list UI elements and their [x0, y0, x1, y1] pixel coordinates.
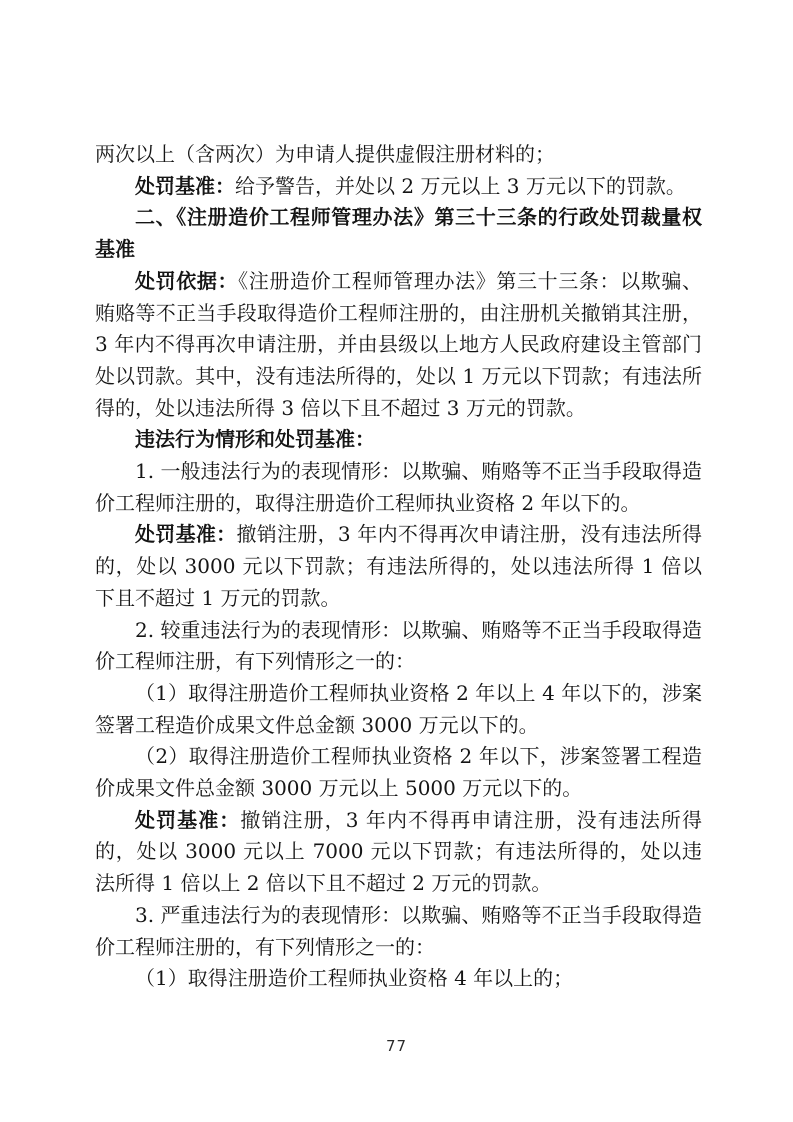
paragraph-item-3 [95, 900, 702, 963]
paragraph-subitem-1b [95, 963, 702, 995]
paragraph-penalty-standard [95, 519, 702, 614]
paragraph-item-2 [95, 615, 702, 678]
paragraph-text: 给予警告，并处以 2 万元以上 3 万元以下的罚款。 [235, 173, 686, 198]
paragraph-subitem-2 [95, 741, 702, 804]
paragraph-continuation [95, 139, 702, 171]
paragraph-label: 处罚基准： [135, 807, 241, 832]
paragraph-penalty-standard [95, 171, 702, 203]
paragraph-text: 1. 一般违法行为的表现情形：以欺骗、贿赂等不正当手段取得造价工程师注册的，取得注册造价工程师执业资格 2 年以下的。 [95, 459, 702, 515]
paragraph-text: 3. 严重违法行为的表现情形：以欺骗、贿赂等不正当手段取得造价工程师注册的，有下列情形之一的： [95, 902, 702, 959]
paragraph-label: 处罚基准： [135, 173, 235, 198]
paragraph-text: 撤销注册，3 年内不得再申请注册，没有违法所得的，处以 3000 元以上 7000 元以下罚款；有违法所得的，处以违法所得 1 倍以上 2 倍以下且不超过 2 万元的罚款。 [95, 807, 702, 896]
heading-text: 违法行为情形和处罚基准： [135, 427, 375, 452]
paragraph-penalty-standard [95, 805, 702, 900]
paragraph-text: 两次以上（含两次）为申请人提供虚假注册材料的； [95, 142, 555, 166]
section-heading [95, 202, 702, 265]
paragraph-text: 撤销注册，3 年内不得再次申请注册，没有违法所得的，处以 3000 元以下罚款；有违法所得的，处以违法所得 1 倍以下且不超过 1 万元的罚款。 [95, 522, 702, 610]
page-number: 77 [385, 1037, 408, 1055]
paragraph-subitem-1 [95, 678, 702, 741]
paragraph-penalty-basis [95, 266, 702, 425]
paragraph-text: （1）取得注册造价工程师执业资格 2 年以上 4 年以下的，涉案签署工程造价成果文件总金额 3000 万元以下的。 [95, 680, 702, 737]
subsection-heading [95, 424, 702, 456]
paragraph-text: （2）取得注册造价工程师执业资格 2 年以下，涉案签署工程造价成果文件总金额 3000 万元以上 5000 万元以下的。 [95, 744, 702, 801]
paragraph-label: 处罚基准： [135, 522, 237, 547]
paragraph-text: 《注册造价工程师管理办法》第三十三条：以欺骗、贿赂等不正当手段取得造价工程师注册的，由注册机关撤销其注册，3 年内不得再次申请注册，并由县级以上地方人民政府建设主管部门处以罚款。其中，没有违法所得的，处以 1 万元以下罚款；有违法所得的，处以违法所得 3 倍以下且不超过 3 万元的罚款。 [95, 268, 703, 420]
paragraph-text: 2. 较重违法行为的表现情形：以欺骗、贿赂等不正当手段取得造价工程师注册，有下列情形之一的： [95, 617, 702, 674]
paragraph-label: 处罚依据： [135, 268, 239, 293]
heading-text: 二、《注册造价工程师管理办法》第三十三条的行政处罚裁量权基准 [95, 205, 702, 262]
document-body [95, 139, 702, 995]
paragraph-text: （1）取得注册造价工程师执业资格 4 年以上的； [135, 966, 574, 991]
page-footer [0, 1036, 793, 1055]
paragraph-item-1 [95, 456, 702, 519]
